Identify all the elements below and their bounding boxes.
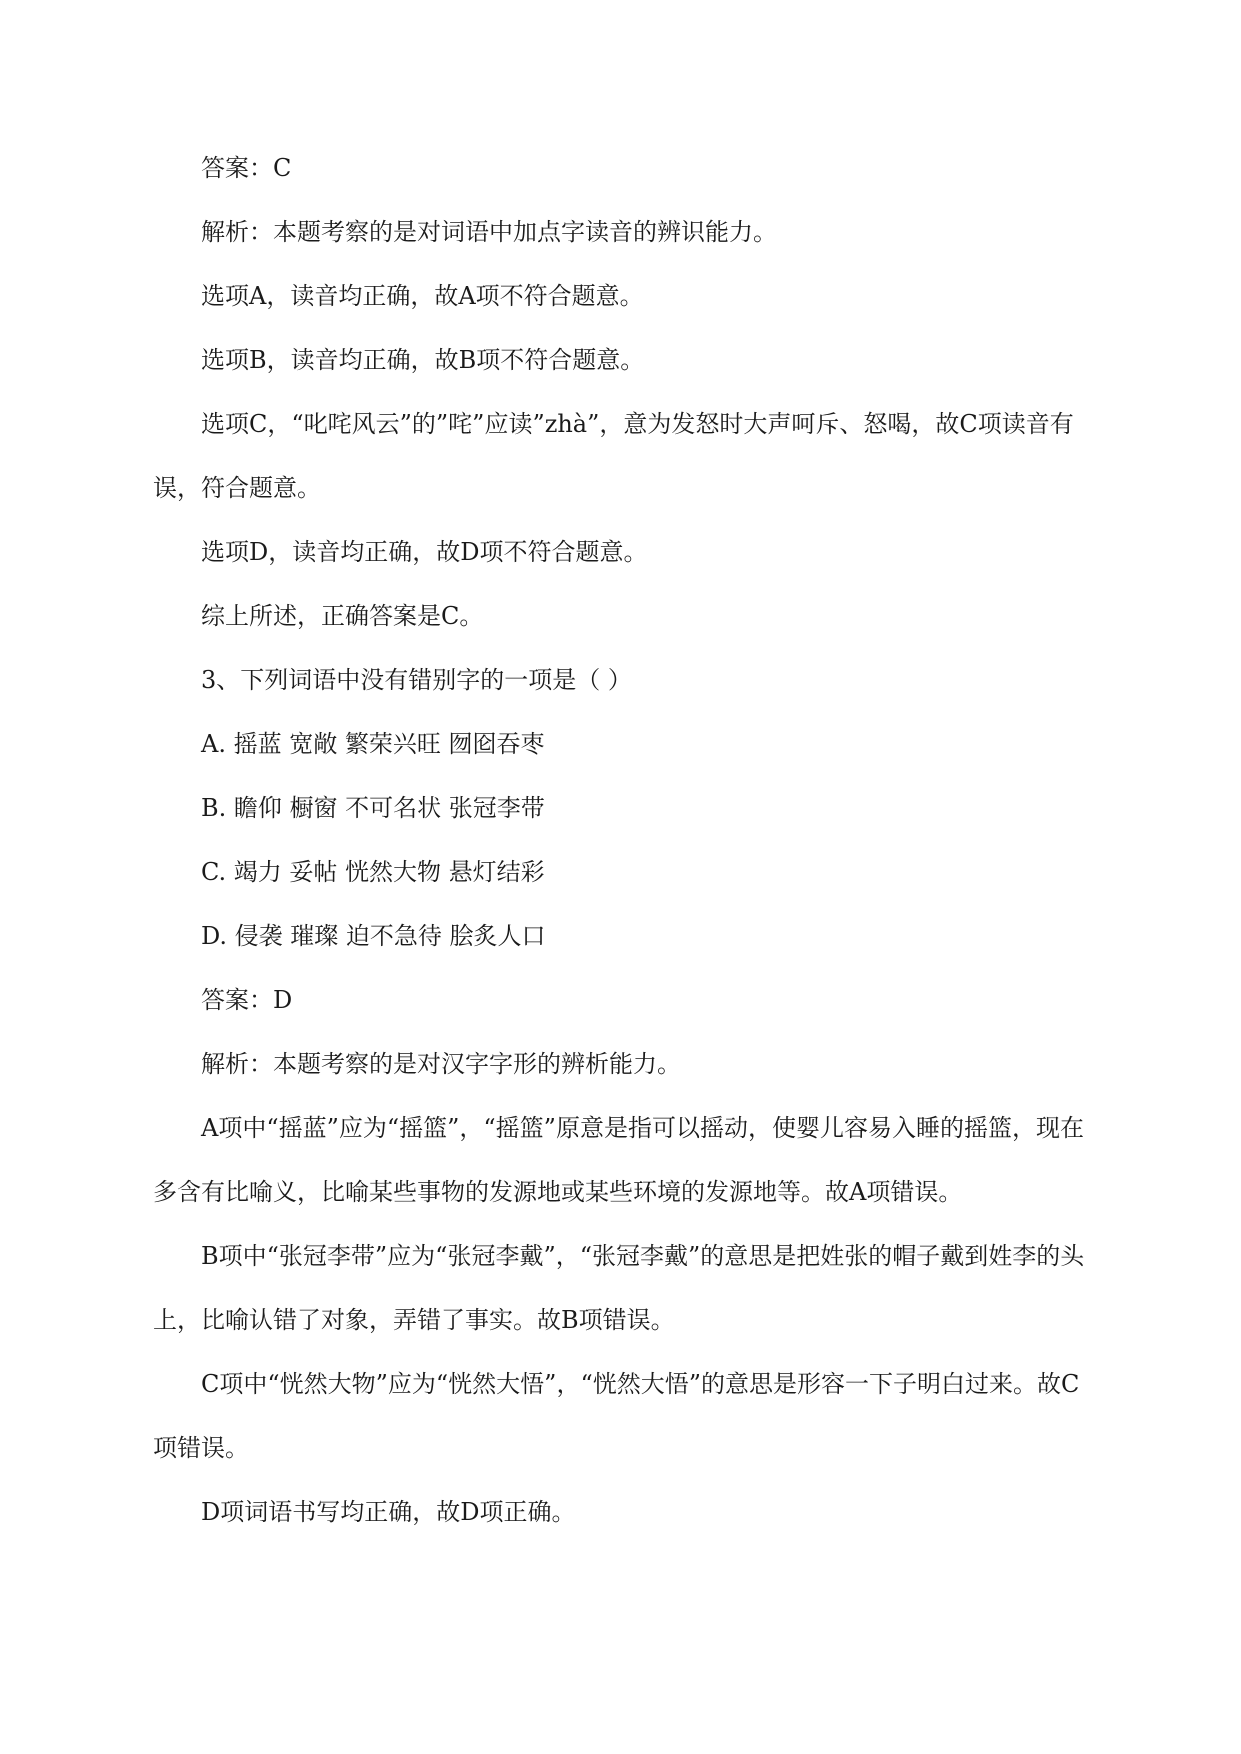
q2-option-c: 选项C，“叱咤风云”的”咤”应读”zhà”，意为发怒时大声呵斥、怒喝，故C项读音有误，符合题意。 [153, 410, 1074, 502]
q3-explain-a: A项中“摇蓝”应为“摇篮”，“摇篮”原意是指可以摇动，使婴儿容易入睡的摇篮，现在多含有比喻义，比喻某些事物的发源地或某些环境的发源地等。故A项错误。 [153, 1114, 1084, 1206]
q3-explain-d: D项词语书写均正确，故D项正确。 [201, 1498, 576, 1526]
q2-option-b: 选项B，读音均正确，故B项不符合题意。 [201, 346, 645, 374]
q2-answer: 答案：C [201, 154, 292, 182]
q3-choice-d: D. 侵袭 璀璨 迫不急待 脍炙人口 [201, 922, 546, 950]
q2-option-d: 选项D，读音均正确，故D项不符合题意。 [201, 538, 648, 566]
q3-choice-c: C. 竭力 妥帖 恍然大物 悬灯结彩 [201, 858, 545, 886]
q2-summary: 综上所述，正确答案是C。 [201, 602, 484, 630]
q3-choice-a: A. 摇蓝 宽敞 繁荣兴旺 囫囵吞枣 [201, 730, 545, 758]
q2-analysis: 解析：本题考察的是对词语中加点字读音的辨识能力。 [201, 218, 777, 246]
q3-stem: 3、下列词语中没有错别字的一项是（ ） [201, 666, 632, 694]
document-body [153, 136, 1093, 1544]
q3-explain-c: C项中“恍然大物”应为“恍然大悟”，“恍然大悟”的意思是形容一下子明白过来。故C项错误。 [153, 1370, 1080, 1462]
q3-choice-b: B. 瞻仰 橱窗 不可名状 张冠李带 [201, 794, 545, 822]
q2-option-a: 选项A，读音均正确，故A项不符合题意。 [201, 282, 644, 310]
q3-answer: 答案：D [201, 986, 293, 1014]
q3-explain-b: B项中“张冠李带”应为“张冠李戴”，“张冠李戴”的意思是把姓张的帽子戴到姓李的头上，比喻认错了对象，弄错了事实。故B项错误。 [153, 1242, 1085, 1334]
q3-analysis: 解析：本题考察的是对汉字字形的辨析能力。 [201, 1050, 681, 1078]
